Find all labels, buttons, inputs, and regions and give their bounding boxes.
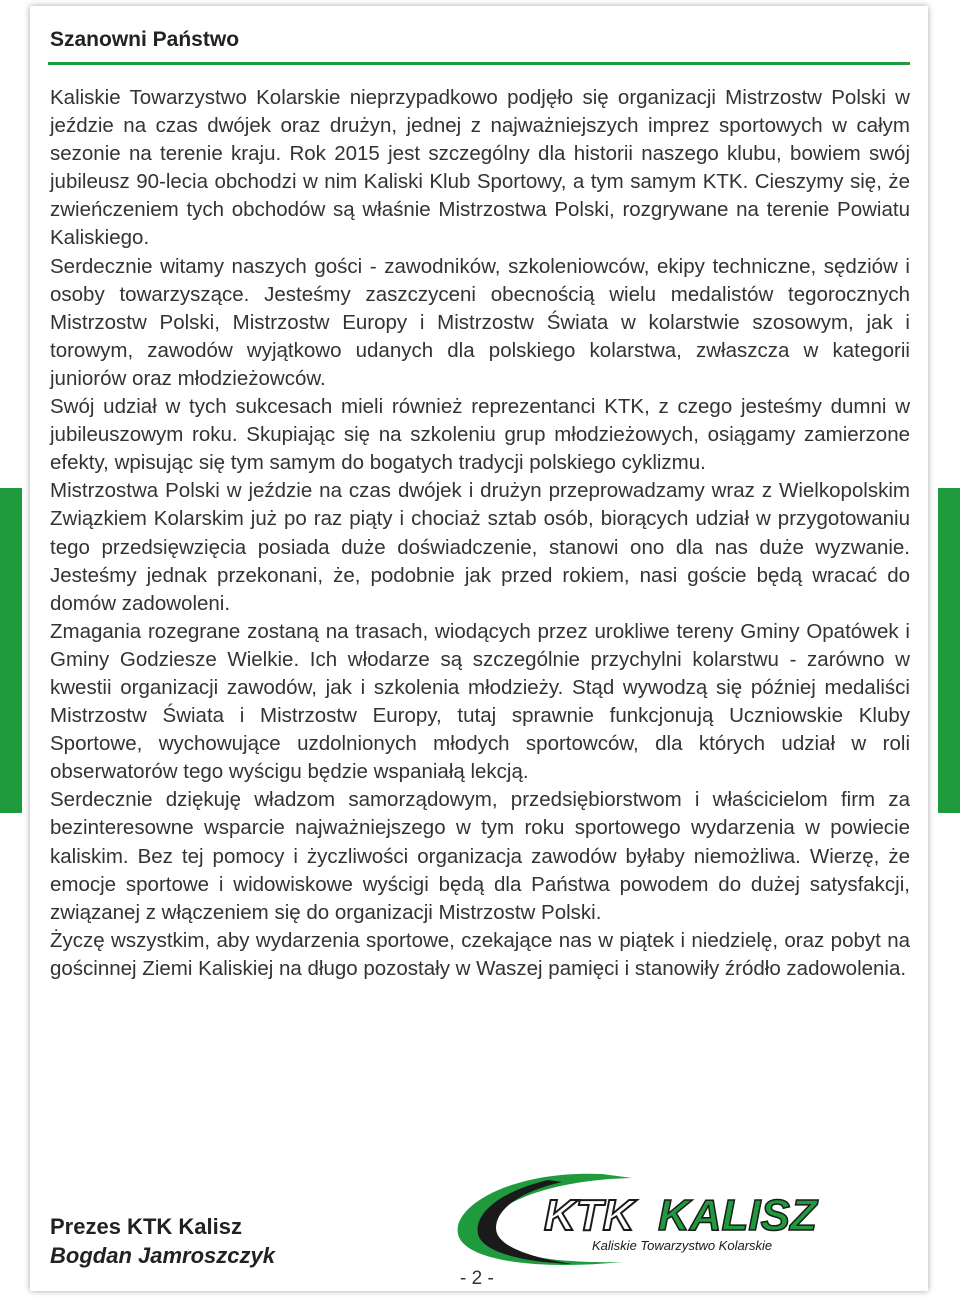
paragraph: Swój udział w tych sukcesach mieli również reprezentanci KTK, z czego jesteśmy dumni w jubileuszowym roku. Skupiając się na szkoleniu grup młodzieżowych, osiągamy zamierzone efekty, wpisując się tym samym do bogatych tradycji polskiego cyklizmu. [50,395,910,475]
paragraph: Serdecznie dziękuję władzom samorządowym, przedsiębiorstwom i właścicielom firm za bezinteresowne wsparcie najważniejszego w tym roku sportowego wydarzenia w powiecie kaliskim. Bez tej pomocy i życzliwości organizacja zawodów byłaby niemożliwa. Wierzę, że emocje sportowe i widowiskowe wyścigi będą dla Państwa powodem do dużej satysfakcji, związanej z włączeniem się do organizacji Mistrzostw Polski. [50,788,910,924]
paragraph: Serdecznie witamy naszych gości - zawodników, szkoleniowców, ekipy techniczne, sędziów i osoby towarzyszące. Jesteśmy zaszczyceni obecnością wielu medalistów tegorocznych Mistrzostw Polski, Mistrzostw Europy i Mistrzostw Świata w kolarstwie szosowym, jak i torowym, zawodów wyjątkowo udanych dla polskiego kolarstwa, zwłaszcza w kategorii juniorów oraz młodzieżowców. [50,254,910,390]
left-green-bar [0,488,22,813]
signature-title: Prezes KTK Kalisz [50,1214,242,1239]
signature-name: Bogdan Jamroszczyk [50,1243,275,1268]
paragraph: Mistrzostwa Polski w jeździe na czas dwójek i drużyn przeprowadzamy wraz z Wielkopolskim Związkiem Kolarskim już po raz piąty i chociaż sztab osób, biorących udział w przygotowaniu tego przedsięwzięcia posiada duże doświadczenie, stanowi ono dla nas duże wyzwanie. Jesteśmy jednak przekonani, że, podobnie jak przed rokiem, nasi goście będą wracać do domów zadowoleni. [50,479,910,615]
page-number: - 2 - [460,1268,494,1289]
logo-kalisz-text: KALISZ [658,1191,817,1240]
signature-block [50,1212,275,1270]
paragraph: Kaliskie Towarzystwo Kolarskie nieprzypadkowo podjęło się organizacji Mistrzostw Polski w jeździe na czas dwójek oraz drużyn, jednej z najważniejszych imprez sportowych w całym sezonie na terenie kraju. Rok 2015 jest szczególny dla historii naszego klubu, bowiem swój jubileusz 90-lecia obchodzi w nim Kaliski Klub Sportowy, a tym samym KTK. Cieszymy się, że zwieńczeniem tych obchodów są właśnie Mistrzostwa Polski, rozgrywane na terenie Powiatu Kaliskiego. [50,86,910,250]
logo-tagline: Kaliskie Towarzystwo Kolarskie [592,1238,773,1253]
page-heading: Szanowni Państwo [50,28,240,51]
letter-body [50,84,910,983]
right-green-bar [938,488,960,813]
paragraph: Życzę wszystkim, aby wydarzenia sportowe, czekające nas w piątek i niedzielę, oraz pobyt na gościnnej Ziemi Kaliskiej na długo pozostały w Waszej pamięci i stanowiły źródło zadowolenia. [50,928,910,980]
ktk-kalisz-logo [452,1166,900,1270]
paragraph: Zmagania rozegrane zostaną na trasach, wiodących przez urokliwe tereny Gminy Opatówek i Gminy Godziesze Wielkie. Ich włodarze są szczególnie przychylni kolarstwu - zarówno w kwestii organizacji zawodów, jak i szkolenia młodzieży. Stąd wywodzą się później medaliści Mistrzostw Świata i Mistrzostw Europy, tutaj sprawnie funkcjonują Uczniowskie Kluby Sportowe, wychowujące uzdolnionych młodych sportowców, dla których udział w roli obserwatorów tego wyścigu będzie wspaniałą lekcją. [50,619,910,784]
logo-ktk-text: KTK [544,1191,635,1240]
heading-divider [48,62,910,65]
